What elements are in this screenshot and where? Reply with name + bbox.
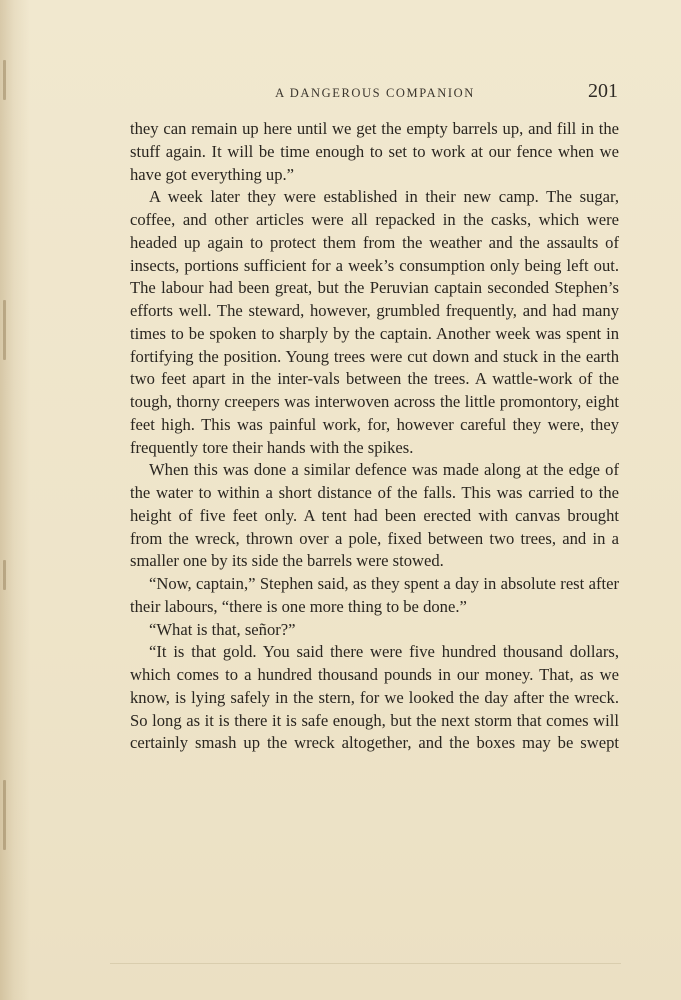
page-edge-mark [3, 560, 6, 590]
page-number: 201 [588, 80, 618, 102]
running-title: A DANGEROUS COMPANION [275, 86, 475, 100]
paragraph: When this was done a similar defence was made along at the edge of the water to within a short distance of the falls. This was carried to the height of five feet only. A tent had been erected with canvas brought from the wreck, thrown over a pole, fixed between two trees, and in a smaller one by its side the barrels were stowed. [130, 460, 619, 571]
page-bottom-shadow [110, 963, 621, 964]
paragraph: “It is that gold. You said there were five hundred thousand dollars, which comes to a hundred thousand pounds in our money. That, as we know, is lying safely in the stern, for we looked the day after the wreck. So long as it is there it is safe enough, but the next storm that comes will certainly smash up the wreck altogether, and the boxes may be swept [130, 642, 619, 753]
body-text [130, 118, 619, 755]
paragraph: “Now, captain,” Stephen said, as they spent a day in absolute rest after their labours, “there is one more thing to be done.” [130, 574, 619, 616]
page-header [130, 80, 620, 106]
page-edge-mark [3, 300, 6, 360]
paragraph: they can remain up here until we get the empty barrels up, and fill in the stuff again. It will be time enough to set to work at our fence when we have got everything up.” [130, 119, 619, 184]
page-edge-mark [3, 60, 6, 100]
paragraph: “What is that, señor?” [149, 619, 296, 639]
paragraph: A week later they were established in their new camp. The sugar, coffee, and other articles were all repacked in the casks, which were headed up again to protect them from the weather and the assaults of insects, portions sufficient for a week’s consumption only being left out. The labour had been great, but the Peruvian captain seconded Stephen’s efforts well. The steward, however, grumbled frequently, and had many times to be spoken to sharply by the captain. Another week was spent in fortifying the position. Young trees were cut down and stuck in the earth two feet apart in the inter-vals between the trees. A wattle-work of the tough, thorny creepers was interwoven across the little promontory, eight feet high. This was painful work, for, however careful they were, they frequently tore their hands with the spikes. [130, 187, 619, 457]
page-edge-mark [3, 780, 6, 850]
